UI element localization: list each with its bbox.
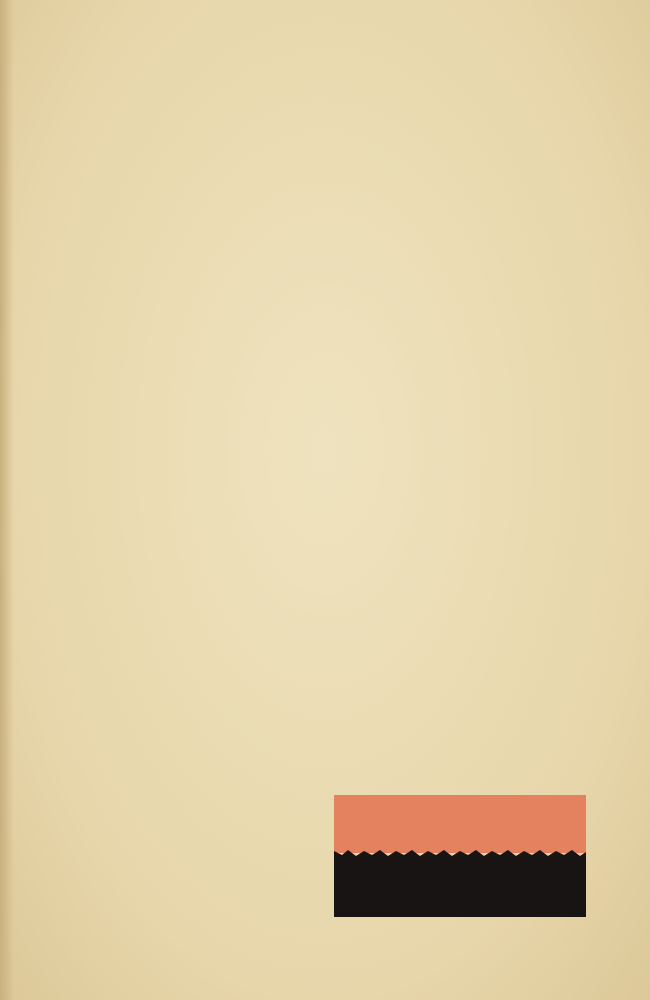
figure-space <box>315 53 585 243</box>
body-text <box>47 47 585 243</box>
bottom-surface <box>334 850 586 917</box>
top-surface <box>334 795 586 853</box>
figure-93-diagram <box>334 795 586 917</box>
